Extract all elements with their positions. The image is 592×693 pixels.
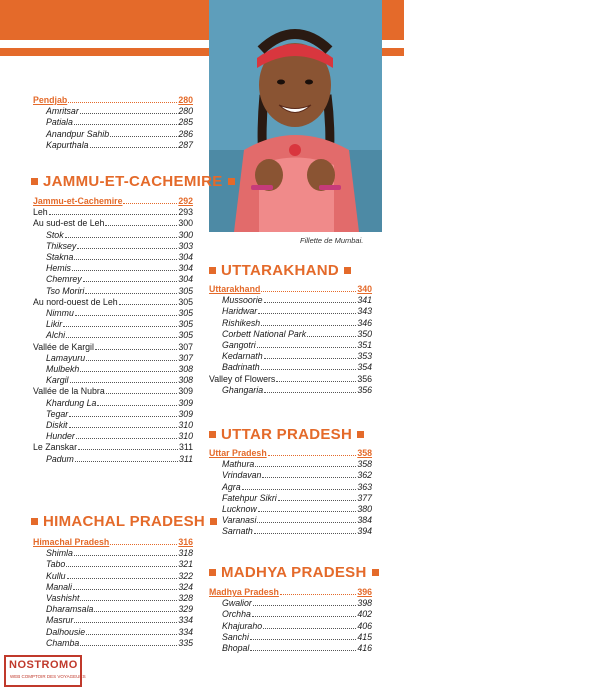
toc-entry-label: Agra	[222, 481, 241, 492]
toc-dot-leader	[85, 293, 177, 294]
toc-dot-leader	[258, 511, 357, 512]
toc-entry-page: 300	[178, 218, 193, 229]
toc-entry-label: Alchi	[46, 330, 66, 341]
toc-dot-leader	[49, 214, 178, 215]
section-heading-uttar-pradesh	[204, 425, 369, 443]
toc-entry-page: 280	[178, 95, 193, 105]
toc-entry-label: Mulbekh	[46, 364, 80, 374]
toc-dot-leader	[255, 466, 356, 467]
toc-entry-page: 280	[178, 106, 193, 117]
toc-dot-leader	[74, 622, 177, 623]
toc-dot-leader	[76, 438, 177, 439]
toc-entry-label: Himachal Pradesh	[33, 537, 110, 547]
toc-dot-leader	[276, 381, 356, 382]
toc-entry-page: 305	[178, 330, 193, 341]
toc-entry-page: 396	[357, 587, 372, 597]
toc-entry-label: Hemis	[46, 263, 71, 274]
heading-bullet-icon	[357, 431, 364, 438]
toc-entry-label: Khajuraho	[222, 620, 263, 631]
toc-entry[interactable]	[222, 504, 372, 514]
toc-entry[interactable]	[222, 609, 372, 619]
toc-dot-leader	[105, 225, 177, 226]
toc-dot-leader	[83, 281, 178, 282]
toc-entry-label: Amritsar	[46, 106, 79, 117]
toc-entry[interactable]	[209, 448, 372, 458]
toc-entry-label: Uttar Pradesh	[209, 448, 267, 458]
toc-entry[interactable]	[46, 454, 193, 464]
toc-entry-page: 406	[357, 620, 372, 631]
toc-entry[interactable]	[46, 548, 193, 558]
toc-entry-label: Likir	[46, 319, 63, 330]
toc-entry[interactable]	[46, 319, 193, 329]
toc-entry[interactable]	[222, 621, 372, 631]
toc-entry-page: 310	[178, 431, 193, 442]
heading-bullet-icon	[228, 178, 235, 185]
toc-entry[interactable]	[222, 340, 372, 350]
photo-girl-mumbai	[209, 0, 588, 232]
toc-entry-label: Lucknow	[222, 504, 257, 514]
toc-entry[interactable]	[46, 559, 193, 569]
toc-entry-label: Chamba	[46, 637, 80, 648]
toc-entry-page: 304	[178, 252, 193, 262]
toc-entry-label: Tegar	[46, 408, 69, 419]
toc-entry-page: 384	[357, 515, 372, 526]
toc-entry-page: 305	[178, 296, 193, 307]
toc-dot-leader	[264, 302, 357, 303]
toc-entry-page: 311	[178, 453, 193, 464]
toc-entry[interactable]	[46, 420, 193, 430]
toc-dot-leader	[80, 645, 177, 646]
toc-entry-page: 324	[178, 581, 193, 592]
toc-dot-leader	[280, 594, 356, 595]
toc-entry[interactable]	[46, 117, 193, 127]
toc-dot-leader	[261, 291, 356, 292]
toc-entry-label: Thiksey	[46, 240, 77, 251]
toc-dot-leader	[70, 382, 178, 383]
heading-bullet-icon	[210, 518, 217, 525]
toc-entry-label: Masrur	[46, 615, 74, 626]
toc-dot-leader	[72, 270, 177, 271]
toc-entry-label: Madhya Pradesh	[209, 587, 279, 597]
heading-text: JAMMU-ET-CACHEMIRE	[43, 172, 223, 190]
toc-entry-page: 356	[357, 373, 372, 384]
toc-entry[interactable]	[46, 431, 193, 441]
toc-entry-label: Vallée de la Nubra	[33, 386, 105, 397]
toc-entry-label: Orchha	[222, 609, 251, 620]
toc-entry-page: 354	[357, 362, 372, 373]
toc-entry[interactable]	[33, 442, 193, 452]
logo-name: NOSTROMO	[9, 659, 78, 671]
toc-entry[interactable]	[46, 375, 193, 385]
toc-dot-leader	[90, 147, 178, 148]
toc-entry[interactable]	[222, 470, 372, 480]
toc-entry[interactable]	[46, 252, 193, 262]
toc-entry-page: 307	[178, 341, 193, 352]
toc-entry[interactable]	[46, 129, 193, 139]
toc-entry-page: 309	[178, 408, 193, 419]
toc-entry-label: Valley of Flowers	[209, 373, 276, 384]
toc-entry-label: Padum	[46, 453, 74, 464]
toc-entry[interactable]	[46, 638, 193, 648]
toc-entry[interactable]	[46, 353, 193, 363]
toc-entry-page: 340	[357, 284, 372, 294]
toc-entry[interactable]	[46, 604, 193, 614]
toc-entry-page: 304	[178, 263, 193, 274]
toc-entry-label: Pendjab	[33, 95, 68, 105]
toc-entry-label: Jammu-et-Cachemire	[33, 196, 123, 206]
toc-entry-page: 351	[357, 340, 372, 350]
toc-entry-label: Chemrey	[46, 274, 82, 285]
toc-dot-leader	[94, 611, 177, 612]
toc-entry[interactable]	[46, 627, 193, 637]
toc-entry-label: Patiala	[46, 117, 73, 128]
heading-text: UTTAR PRADESH	[221, 425, 353, 443]
toc-entry[interactable]	[46, 593, 193, 603]
toc-entry-label: Shimla	[46, 548, 73, 559]
toc-entry-label: Vallée de Kargil	[33, 341, 94, 352]
toc-entry[interactable]	[46, 571, 193, 581]
toc-entry-page: 293	[178, 207, 193, 218]
toc-entry[interactable]	[46, 230, 193, 240]
logo-tagline: WEB COMPTOIR DES VOYAGEURS	[10, 674, 86, 679]
toc-entry-page: 363	[357, 481, 372, 492]
heading-text: MADHYA PRADESH	[221, 563, 367, 581]
toc-entry-label: Ghangaria	[222, 384, 264, 395]
toc-dot-leader	[262, 477, 356, 478]
toc-entry-page: 286	[178, 128, 193, 139]
toc-dot-leader	[263, 628, 356, 629]
toc-entry-page: 287	[178, 139, 193, 150]
heading-bullet-icon	[209, 569, 216, 576]
toc-entry-page: 350	[357, 328, 372, 339]
toc-entry-page: 356	[357, 384, 372, 395]
toc-entry[interactable]	[209, 284, 372, 294]
toc-entry[interactable]	[46, 409, 193, 419]
toc-dot-leader	[307, 336, 356, 337]
toc-entry-label: Au sud-est de Leh	[33, 218, 105, 229]
toc-entry-label: Stakna	[46, 252, 74, 262]
toc-dot-leader	[63, 326, 177, 327]
toc-entry-page: 346	[357, 317, 372, 328]
toc-entry[interactable]	[33, 537, 193, 547]
toc-entry-page: 311	[178, 442, 193, 453]
toc-entry[interactable]	[222, 643, 372, 653]
toc-dot-leader	[261, 325, 356, 326]
heading-bullet-icon	[344, 267, 351, 274]
toc-dot-leader	[257, 347, 357, 348]
toc-entry-page: 285	[178, 117, 193, 128]
toc-entry-page: 362	[357, 470, 372, 481]
toc-dot-leader	[268, 455, 357, 456]
toc-entry-page: 353	[357, 351, 372, 362]
toc-dot-leader	[78, 449, 178, 450]
toc-dot-leader	[86, 360, 177, 361]
toc-entry-page: 334	[178, 615, 193, 626]
toc-dot-leader	[75, 461, 178, 462]
toc-entry-label: Uttarakhand	[209, 284, 261, 294]
toc-entry-page: 309	[178, 386, 193, 397]
toc-entry[interactable]	[222, 362, 372, 372]
section-heading-uttarakhand	[204, 261, 356, 279]
nostromo-logo	[4, 655, 86, 687]
toc-dot-leader	[264, 392, 356, 393]
toc-entry[interactable]	[222, 351, 372, 361]
toc-entry[interactable]	[222, 598, 372, 608]
toc-entry-page: 304	[178, 274, 193, 285]
toc-entry-label: Diskit	[46, 420, 68, 430]
section-heading-jammu	[26, 172, 240, 190]
toc-entry-label: Dalhousie	[46, 626, 86, 637]
toc-entry-label: Kullu	[46, 570, 66, 581]
toc-entry-label: Bhopal	[222, 643, 250, 653]
toc-entry-label: Rishikesh	[222, 317, 261, 328]
toc-entry[interactable]	[33, 196, 193, 206]
toc-entry-label: Mussoorie	[222, 295, 263, 306]
toc-entry-label: Lamayuru	[46, 352, 86, 363]
toc-entry[interactable]	[46, 615, 193, 625]
toc-entry-page: 328	[178, 593, 193, 603]
toc-entry-page: 416	[357, 643, 372, 653]
toc-dot-leader	[95, 349, 177, 350]
toc-dot-leader	[65, 237, 178, 238]
toc-dot-leader	[257, 522, 356, 523]
toc-entry-label: Mathura	[222, 459, 255, 470]
toc-dot-leader	[80, 113, 178, 114]
toc-dot-leader	[242, 489, 357, 490]
toc-entry-label: Kargil	[46, 375, 69, 386]
toc-entry-page: 308	[178, 364, 193, 374]
toc-entry-page: 316	[178, 537, 193, 547]
toc-entry[interactable]	[46, 364, 193, 374]
toc-entry[interactable]	[222, 482, 372, 492]
toc-dot-leader	[250, 639, 356, 640]
toc-dot-leader	[75, 315, 177, 316]
toc-dot-leader	[278, 500, 357, 501]
toc-entry-label: Au nord-ouest de Leh	[33, 296, 118, 307]
toc-entry[interactable]	[46, 286, 193, 296]
toc-dot-leader	[119, 304, 178, 305]
toc-entry-page: 305	[178, 308, 193, 318]
toc-dot-leader	[123, 203, 177, 204]
toc-entry[interactable]	[209, 374, 372, 384]
toc-dot-leader	[68, 102, 177, 103]
toc-dot-leader	[80, 371, 177, 372]
toc-entry-page: 329	[178, 604, 193, 615]
toc-entry[interactable]	[46, 330, 193, 340]
toc-entry[interactable]	[33, 342, 193, 352]
toc-entry-label: Vashisht	[46, 593, 80, 603]
toc-entry[interactable]	[222, 306, 372, 316]
toc-entry-page: 303	[178, 240, 193, 251]
toc-dot-leader	[74, 555, 177, 556]
toc-dot-leader	[250, 650, 356, 651]
toc-dot-leader	[110, 136, 177, 137]
heading-text: UTTARAKHAND	[221, 261, 340, 279]
toc-entry[interactable]	[209, 587, 372, 597]
photo-caption: Fillette de Mumbai.	[300, 236, 364, 245]
toc-entry-label: Dharamsala	[46, 604, 94, 615]
toc-entry[interactable]	[222, 318, 372, 328]
toc-entry-page: 309	[178, 397, 193, 408]
toc-entry[interactable]	[33, 297, 193, 307]
heading-text: HIMACHAL PRADESH	[43, 512, 206, 530]
toc-entry-label: Hunder	[46, 431, 75, 442]
toc-dot-leader	[110, 544, 177, 545]
heading-bullet-icon	[209, 267, 216, 274]
toc-entry[interactable]	[33, 95, 193, 105]
toc-entry-label: Corbett National Park	[222, 328, 307, 339]
toc-entry-label: Varanasi	[222, 515, 257, 526]
toc-dot-leader	[80, 600, 177, 601]
toc-entry[interactable]	[46, 241, 193, 251]
toc-entry-page: 310	[178, 420, 193, 430]
toc-entry[interactable]	[46, 274, 193, 284]
toc-entry-page: 341	[357, 295, 372, 306]
toc-entry-label: Le Zanskar	[33, 442, 78, 453]
toc-entry[interactable]	[222, 493, 372, 503]
heading-bullet-icon	[209, 431, 216, 438]
toc-entry-label: Vrindavan	[222, 470, 262, 481]
toc-entry-page: 380	[357, 504, 372, 514]
toc-entry[interactable]	[222, 329, 372, 339]
toc-entry-label: Sarnath	[222, 526, 253, 537]
toc-entry-label: Manali	[46, 581, 72, 592]
toc-entry-label: Kedarnath	[222, 351, 263, 362]
toc-entry[interactable]	[46, 398, 193, 408]
toc-entry-label: Tso Moriri	[46, 285, 85, 296]
toc-entry[interactable]	[222, 632, 372, 642]
toc-entry[interactable]	[46, 263, 193, 273]
toc-entry-page: 358	[357, 459, 372, 470]
toc-entry-label: Sanchi	[222, 631, 249, 642]
section-heading-himachal	[26, 512, 222, 530]
toc-entry[interactable]	[222, 295, 372, 305]
section-heading-madhya-pradesh	[204, 563, 384, 581]
toc-dot-leader	[69, 416, 177, 417]
photo-credit: © DETERRE PHOTOGRAPHIE - ISTOCKPHOTO.COM	[582, 91, 588, 218]
toc-dot-leader	[66, 566, 177, 567]
toc-dot-leader	[264, 358, 357, 359]
toc-dot-leader	[252, 616, 356, 617]
toc-entry[interactable]	[222, 385, 372, 395]
toc-entry-page: 300	[178, 229, 193, 240]
toc-dot-leader	[254, 533, 357, 534]
toc-dot-leader	[106, 393, 178, 394]
toc-entry-page: 394	[357, 526, 372, 537]
heading-bullet-icon	[31, 178, 38, 185]
toc-entry-page: 305	[178, 285, 193, 296]
toc-entry[interactable]	[46, 140, 193, 150]
toc-entry-page: 307	[178, 352, 193, 363]
toc-entry-label: Anandpur Sahib	[46, 128, 110, 139]
toc-entry-label: Fatehpur Sikri	[222, 492, 277, 503]
toc-entry-label: Haridwar	[222, 306, 258, 317]
toc-entry-page: 308	[178, 375, 193, 386]
toc-entry-label: Nimmu	[46, 308, 74, 318]
toc-entry[interactable]	[222, 515, 372, 525]
toc-entry-page: 358	[357, 448, 372, 458]
toc-entry-page: 415	[357, 631, 372, 642]
toc-dot-leader	[258, 313, 356, 314]
toc-dot-leader	[66, 337, 177, 338]
photo-illustration	[209, 0, 382, 232]
toc-entry[interactable]	[33, 386, 193, 396]
toc-entry-label: Leh	[33, 207, 48, 218]
toc-entry-label: Gangotri	[222, 340, 256, 350]
toc-entry[interactable]	[222, 459, 372, 469]
toc-entry-page: 398	[357, 598, 372, 609]
toc-entry-page: 292	[178, 196, 193, 206]
toc-entry-label: Gwalior	[222, 598, 252, 609]
toc-entry-page: 377	[357, 492, 372, 503]
toc-entry-label: Badrinath	[222, 362, 260, 373]
toc-entry-page: 402	[357, 609, 372, 620]
toc-entry[interactable]	[33, 207, 193, 217]
toc-entry[interactable]	[33, 218, 193, 228]
toc-dot-leader	[261, 369, 357, 370]
toc-dot-leader	[74, 124, 177, 125]
toc-entry-page: 321	[178, 559, 193, 570]
toc-dot-leader	[97, 405, 177, 406]
toc-dot-leader	[77, 248, 177, 249]
toc-entry-label: Khardung La	[46, 397, 97, 408]
heading-bullet-icon	[31, 518, 38, 525]
toc-entry-page: 305	[178, 319, 193, 330]
heading-bullet-icon	[372, 569, 379, 576]
toc-entry-label: Stok	[46, 229, 64, 240]
toc-dot-leader	[253, 605, 356, 606]
toc-entry[interactable]	[46, 308, 193, 318]
toc-dot-leader	[73, 589, 177, 590]
toc-entry-page: 334	[178, 626, 193, 637]
toc-entry-page: 318	[178, 548, 193, 559]
toc-entry[interactable]	[222, 526, 372, 536]
toc-dot-leader	[69, 427, 178, 428]
toc-entry-page: 343	[357, 306, 372, 317]
toc-entry[interactable]	[46, 106, 193, 116]
toc-dot-leader	[67, 578, 178, 579]
toc-dot-leader	[74, 259, 177, 260]
toc-entry-page: 322	[178, 570, 193, 581]
toc-entry-label: Kapurthala	[46, 139, 89, 150]
toc-dot-leader	[86, 634, 177, 635]
toc-entry[interactable]	[46, 582, 193, 592]
toc-entry-label: Tabo	[46, 559, 66, 570]
toc-entry-page: 335	[178, 637, 193, 648]
